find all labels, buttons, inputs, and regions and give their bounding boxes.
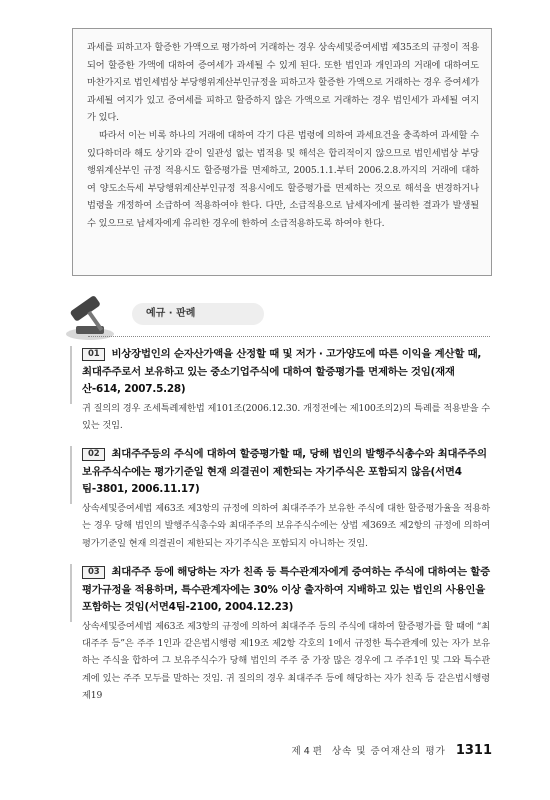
ruling-body: 귀 질의의 경우 조세특례제한법 제101조(2006.12.30. 개정전에는 제100조의2)의 특례를 적용받을 수 있는 것임. xyxy=(82,402,490,431)
page-footer xyxy=(292,743,492,763)
ruling-title xyxy=(82,346,490,399)
gavel-icon xyxy=(60,292,124,342)
ruling-title-text: 최대주주 등에 해당하는 자가 친족 등 특수관계자에게 증여하는 주식에 대하여는 할증평가규정을 적용하며, 특수관계자에는 30% 이상 출자하여 지배하고 있는 법인의 사용인을 포함하는 것임(서면4팀-2100, 2004.12.23) xyxy=(82,566,490,614)
ruling-side-bar xyxy=(70,564,72,622)
section-tag: 예규 · 판례 xyxy=(132,303,264,325)
quoted-text-box xyxy=(72,28,492,276)
ruling-number: 02 xyxy=(82,448,105,461)
ruling-item xyxy=(82,446,490,552)
ruling-title xyxy=(82,446,490,499)
ruling-number: 01 xyxy=(82,348,105,361)
ruling-title-text: 비상장법인의 순자산가액을 산정할 때 및 저가 · 고가양도에 따른 이익을 계산할 때, 최대주주로서 보유하고 있는 중소기업주식에 대하여 할증평가를 면제하는 것임(재재산-614, 2007.5.28) xyxy=(82,348,482,395)
box-paragraph-2: 따라서 이는 비록 하나의 거래에 대하여 각기 다른 법령에 의하여 과세요건을 충족하여 과세할 수 있다하더라 해도 상기와 같이 일관성 없는 법적용 및 해석은 합리적이지 않으므로 법인세법상 부당행위계산부인 규정 적용시도 할증평가를 면제하고, 2005.1.1.부터 2006.2.8.까지의 거래에 대하여 양도소득세 부당행위계산부인규정 적용시에도 할증평가를 면제하는 것으로 해석을 변경하거나 법령을 개정하여 소급하여 적용하여야 한다. 다만, 소급적용으로 납세자에게 불리한 결과가 발생될 수 있으므로 납세자에게 유리한 경우에 한하여 소급적용하도록 하여야 한다. xyxy=(87,129,479,229)
box-paragraph-1: 과세를 피하고자 할증한 가액으로 평가하여 거래하는 경우 상속세및증여세법 제35조의 규정이 적용되어 할증한 가액에 대하여 증여세가 과세될 수 있게 된다. 또한 법인과 개인과의 거래에 대하여도 마찬가지로 법인세법상 부당행위계산부인규정을 피하고자 할증한 가액으로 거래하는 경우 증여세가 과세될 여지가 있고 증여세를 피하고 할증하지 않은 가액으로 거래하는 경우 법인세가 과세될 여지가 있다. xyxy=(87,42,479,124)
ruling-body: 상속세및증여세법 제63조 제3항의 규정에 의하여 최대주주가 보유한 주식에 대한 할증평가율을 적용하는 경우 당해 법인의 발행주식총수와 최대주주의 보유주식수에는 상법 제369조 제2항의 규정에 의하여 평가기준일 현재 의결권이 제한되는 자기주식은 포함되지 아니하는 것임. xyxy=(82,502,490,549)
page-number: 1311 xyxy=(455,743,492,758)
rulings-list xyxy=(82,346,490,717)
ruling-side-bar xyxy=(70,446,72,504)
ruling-item xyxy=(82,346,490,434)
ruling-number: 03 xyxy=(82,566,105,579)
rulings-section-header xyxy=(60,292,490,342)
ruling-item xyxy=(82,564,490,705)
footer-part: 제 4 편 xyxy=(291,746,322,757)
ruling-title-text: 최대주주등의 주식에 대하여 할증평가할 때, 당해 법인의 발행주식총수와 최대주주의 보유주식수에는 평가기준일 현재 의결권이 제한되는 자기주식은 포함되지 않음(서면4팀-3801, 2006.11.17) xyxy=(82,448,487,496)
ruling-title xyxy=(82,564,490,617)
section-divider xyxy=(88,336,490,337)
ruling-body: 상속세및증여세법 제63조 제3항의 규정에 의하여 최대주주 등의 주식에 대하여 할증평가를 할 때에 “최대주주 등”은 주주 1인과 같은법시행령 제19조 제2항 각호의 1에서 규정한 특수관계에 있는 자가 보유하는 주식을 합하여 그 보유주식수가 당해 법인의 주주 중 가장 많은 경우에 그 주주1인 및 그와 특수관계에 있는 주주 모두를 말하는 것임. 귀 질의의 경우 최대주주 등에 해당하는 자가 친족 등 같은법시행령 제19 xyxy=(82,620,490,702)
ruling-side-bar xyxy=(70,346,72,404)
footer-chapter: 상속 및 증여재산의 평가 xyxy=(331,746,446,757)
